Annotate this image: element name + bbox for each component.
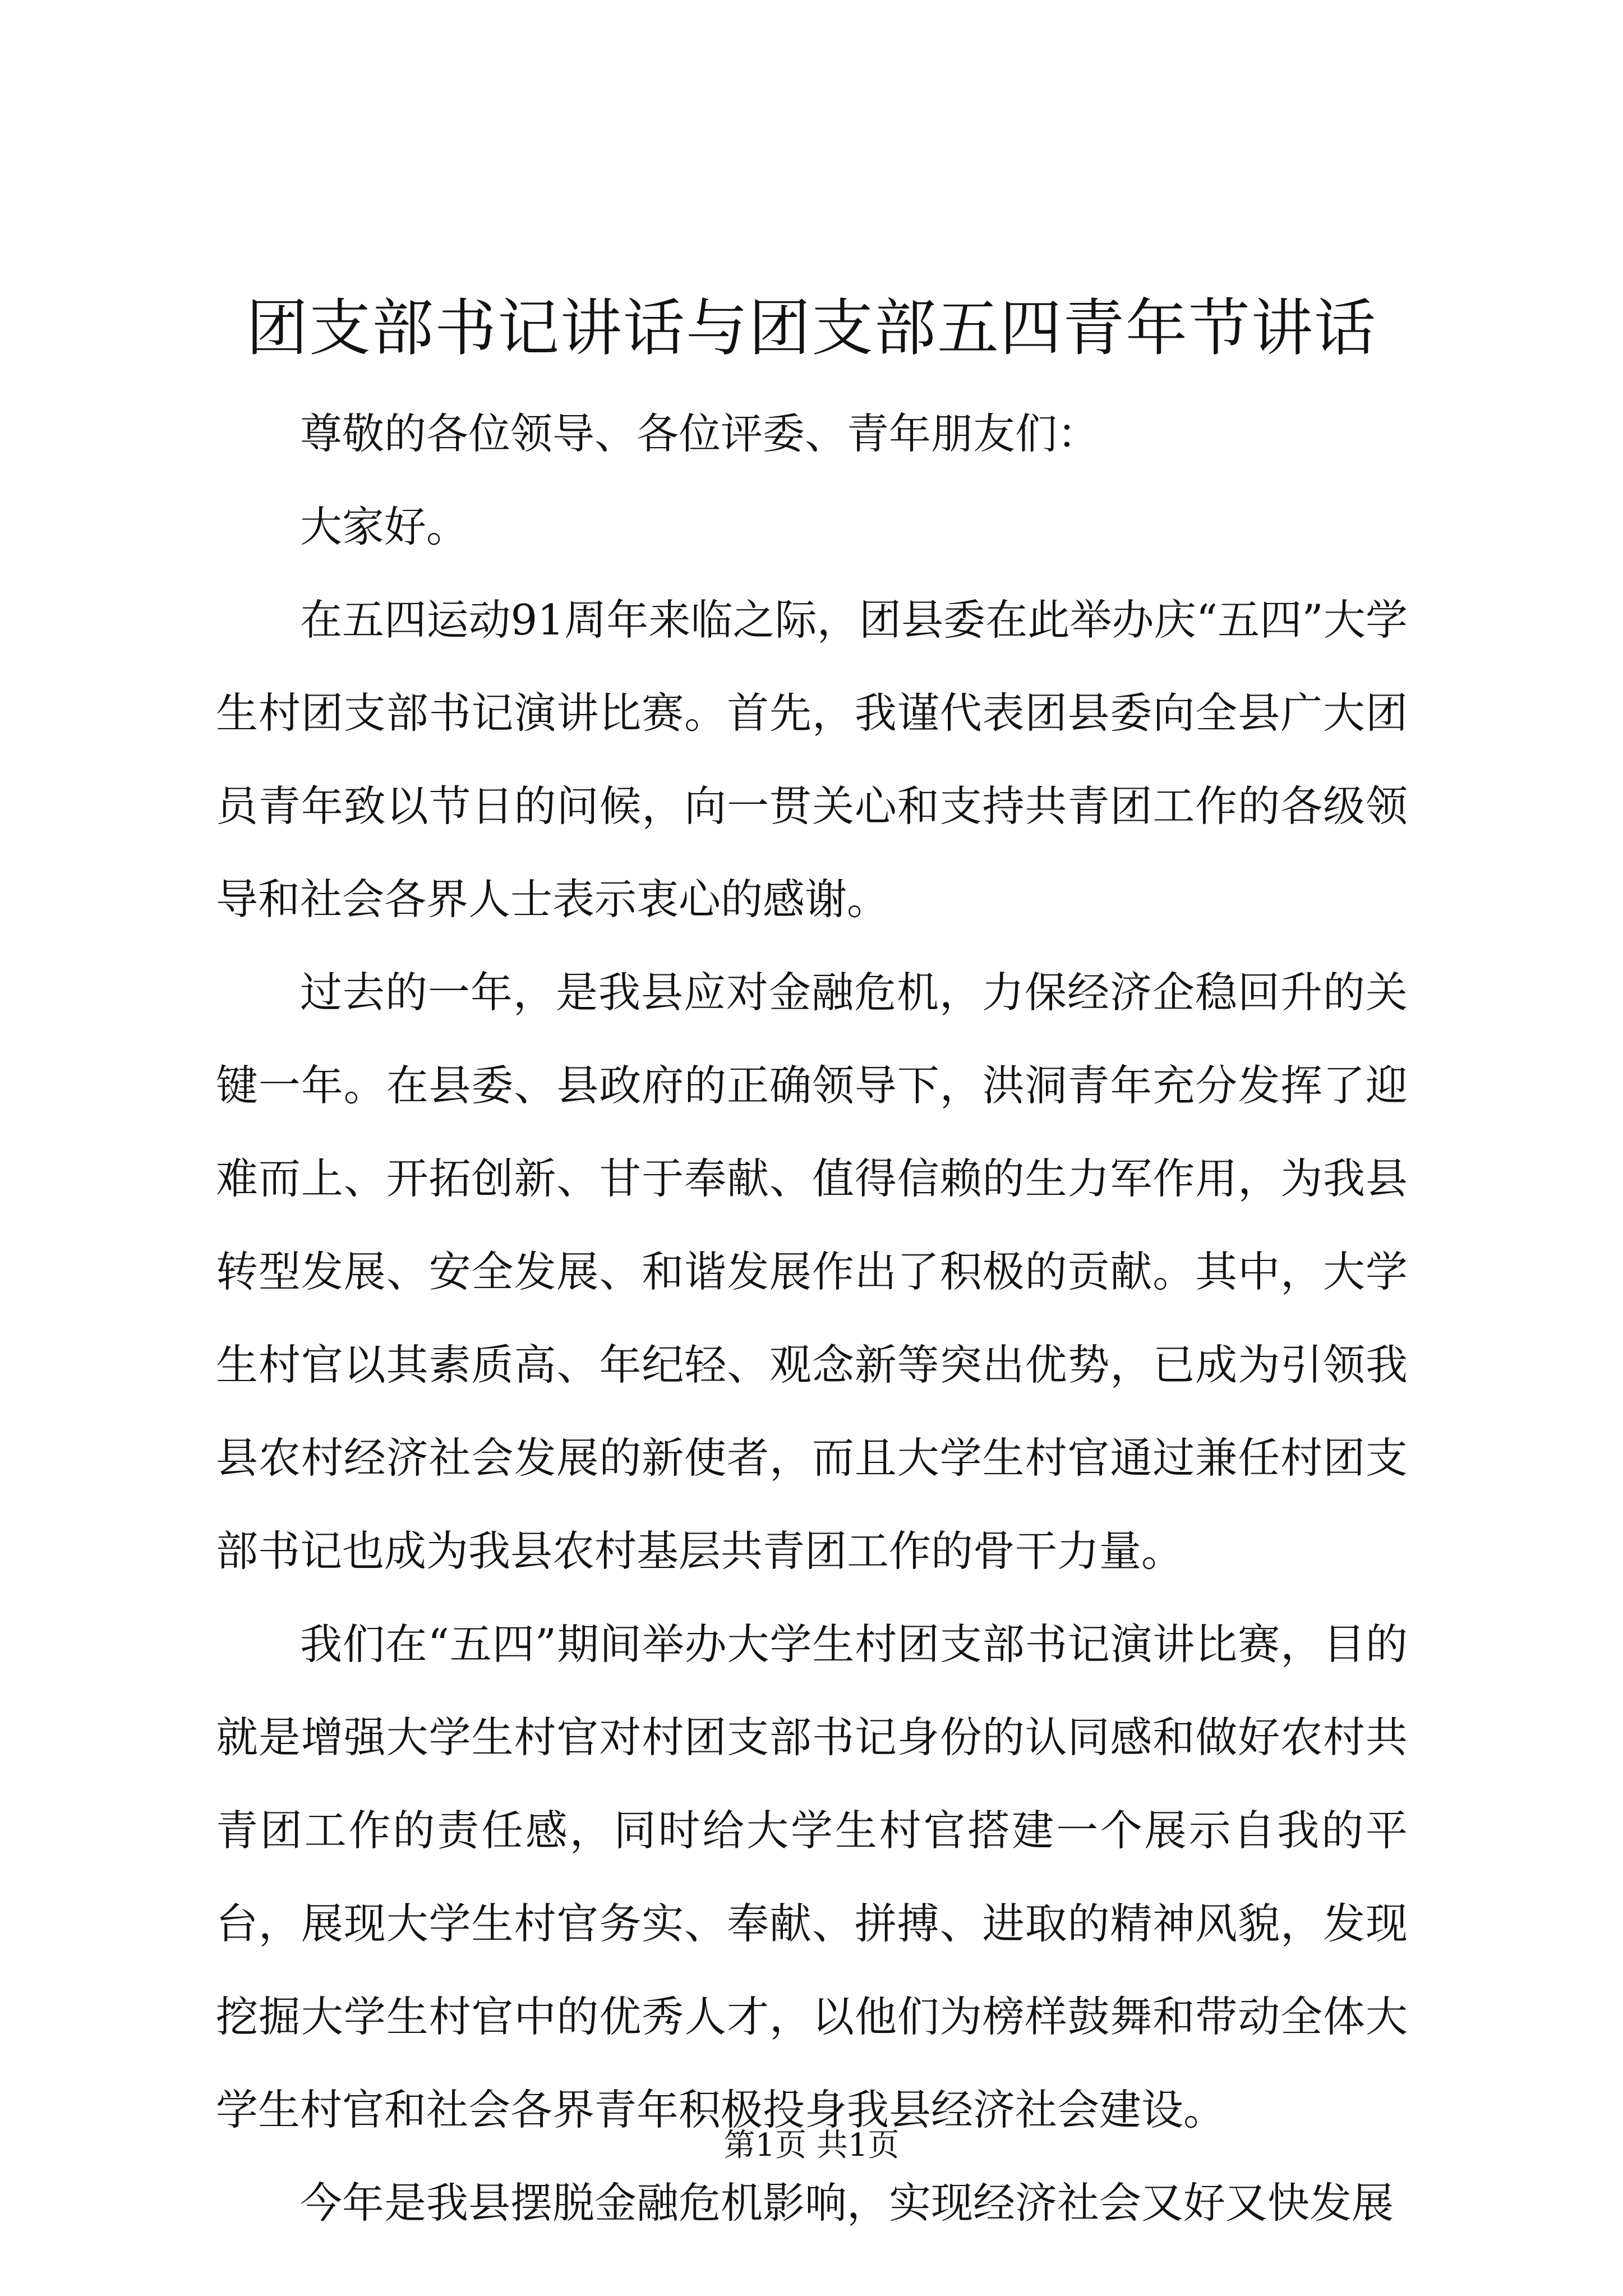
page-footer: 第1页 共1页 (723, 2127, 900, 2164)
document-body (216, 387, 1408, 2249)
paragraph-greeting: 大家好。 (300, 502, 469, 551)
document-title: 团支部书记讲话与团支部五四青年节讲话 (246, 292, 1377, 364)
paragraph-review: 过去的一年，是我县应对金融危机，力保经济企稳回升的关键一年。在县委、县政府的正确领导下，洪洞青年充分发挥了迎难而上、开拓创新、甘于奉献、值得信赖的生力军作用，为我县转型发展、安全发展、和谐发展作出了积极的贡献。其中，大学生村官以其素质高、年纪轻、观念新等突出优势，已成为引领我县农村经济社会发展的新使者，而且大学生村官通过兼任村团支部书记也成为我县农村基层共青团工作的骨干力量。 (216, 968, 1408, 1576)
paragraph-opening: 在五四运动91周年来临之际，团县委在此举办庆“五四”大学生村团支部书记演讲比赛。首先，我谨代表团县委向全县广大团员青年致以节日的问候，向一贯关心和支持共青团工作的各级领导和社会各界人士表示衷心的感谢。 (216, 595, 1408, 924)
paragraph-this-year: 今年是我县摆脱金融危机影响，实现经济社会又好又快发展 (300, 2178, 1394, 2228)
paragraph-salutation: 尊敬的各位领导、各位评委、青年朋友们： (300, 409, 1100, 458)
paragraph-purpose: 我们在“五四”期间举办大学生村团支部书记演讲比赛，目的就是增强大学生村官对村团支部书记身份的认同感和做好农村共青团工作的责任感，同时给大学生村官搭建一个展示自我的平台，展现大学生村官务实、奉献、拼搏、进取的精神风貌，发现挖掘大学生村官中的优秀人才，以他们为榜样鼓舞和带动全体大学生村官和社会各界青年积极投身我县经济社会建设。 (216, 1619, 1408, 2134)
